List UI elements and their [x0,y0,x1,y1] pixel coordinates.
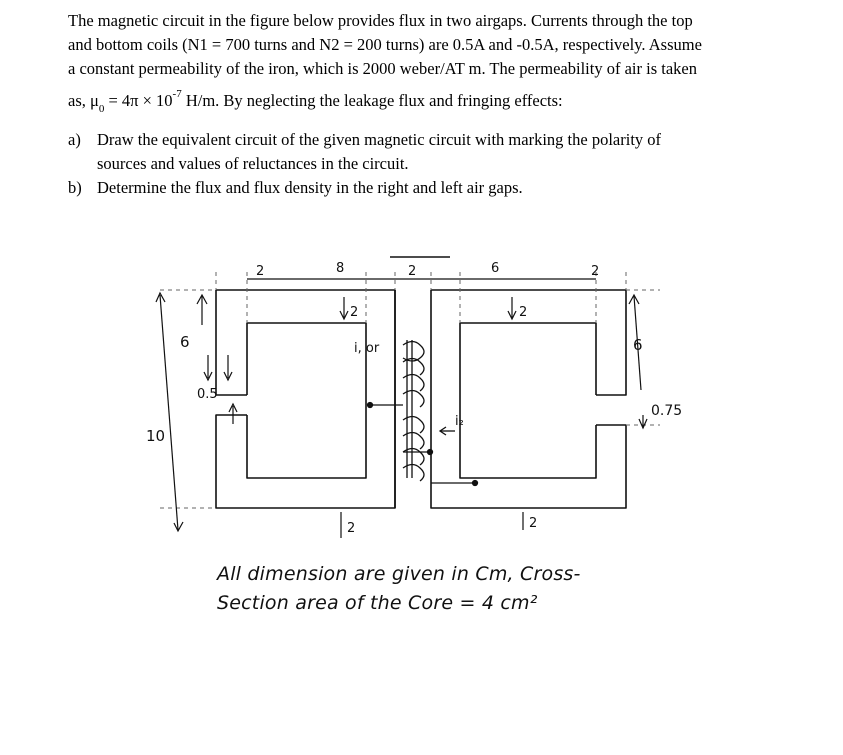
dim-top-left: 2 [256,264,265,279]
problem-line-4: as, $\mu_0 = 4\pi \times 10^{-7}$ H/m. By neglecting the leakage flux and fringing effects: [68,88,563,115]
note-line-2: Section area of the Core = 4 cm² [217,592,538,614]
left-dimension-arrows [156,293,237,531]
coil-windings [403,340,424,481]
question-text: Determine the flux and flux density in the right and left air gaps. [97,178,523,197]
dim-right-gap: 0.75 [651,403,683,419]
dim-left-gap: 0.5 [197,387,218,402]
note-line-1: All dimension are given in Cm, Cross- [217,563,581,585]
question-text: sources and values of reluctances in the circuit. [97,154,409,173]
dim-top-center: 2 [408,264,417,279]
core-outline [216,290,626,508]
handwritten-note [217,560,581,618]
dim-left-total: 10 [146,427,166,445]
dim-top-right-window: 6 [491,261,500,276]
problem-line-2: and bottom coils (N1 = 700 turns and N2 = 200 turns) are 0.5A and -0.5A, respectively. Assume [68,35,702,54]
current-label-i1: i, or [354,341,380,356]
current-label-i2: i₂ [455,414,464,429]
top-dimension-labels [256,261,599,279]
dim-top-right: 2 [591,264,600,279]
question-label: b) [68,178,82,197]
dim-top-limb-right: 2 [519,305,528,320]
right-dimension-arrows [629,295,647,428]
dim-bottom-limb-right: 2 [529,516,538,531]
left-dimension-labels [146,333,218,445]
dim-right-upper: 6 [633,336,643,354]
dim-top-limb-left: 2 [350,305,359,320]
dim-top-window: 8 [336,261,345,276]
top-dimension-line [247,257,596,279]
dim-bottom-limb-left: 2 [347,521,356,536]
problem-line-3: a constant permeability of the iron, which is 2000 weber/AT m. The permeability of air is taken [68,59,697,78]
question-text: Draw the equivalent circuit of the given magnetic circuit with marking the polarity of [97,130,662,149]
current-labels [354,341,464,429]
problem-line-1: The magnetic circuit in the figure below provides flux in two airgaps. Currents through the top [68,11,693,30]
dimension-guides [160,272,660,508]
limb-thickness-labels [347,305,537,536]
question-label: a) [68,130,81,149]
dim-left-upper: 6 [180,333,190,351]
